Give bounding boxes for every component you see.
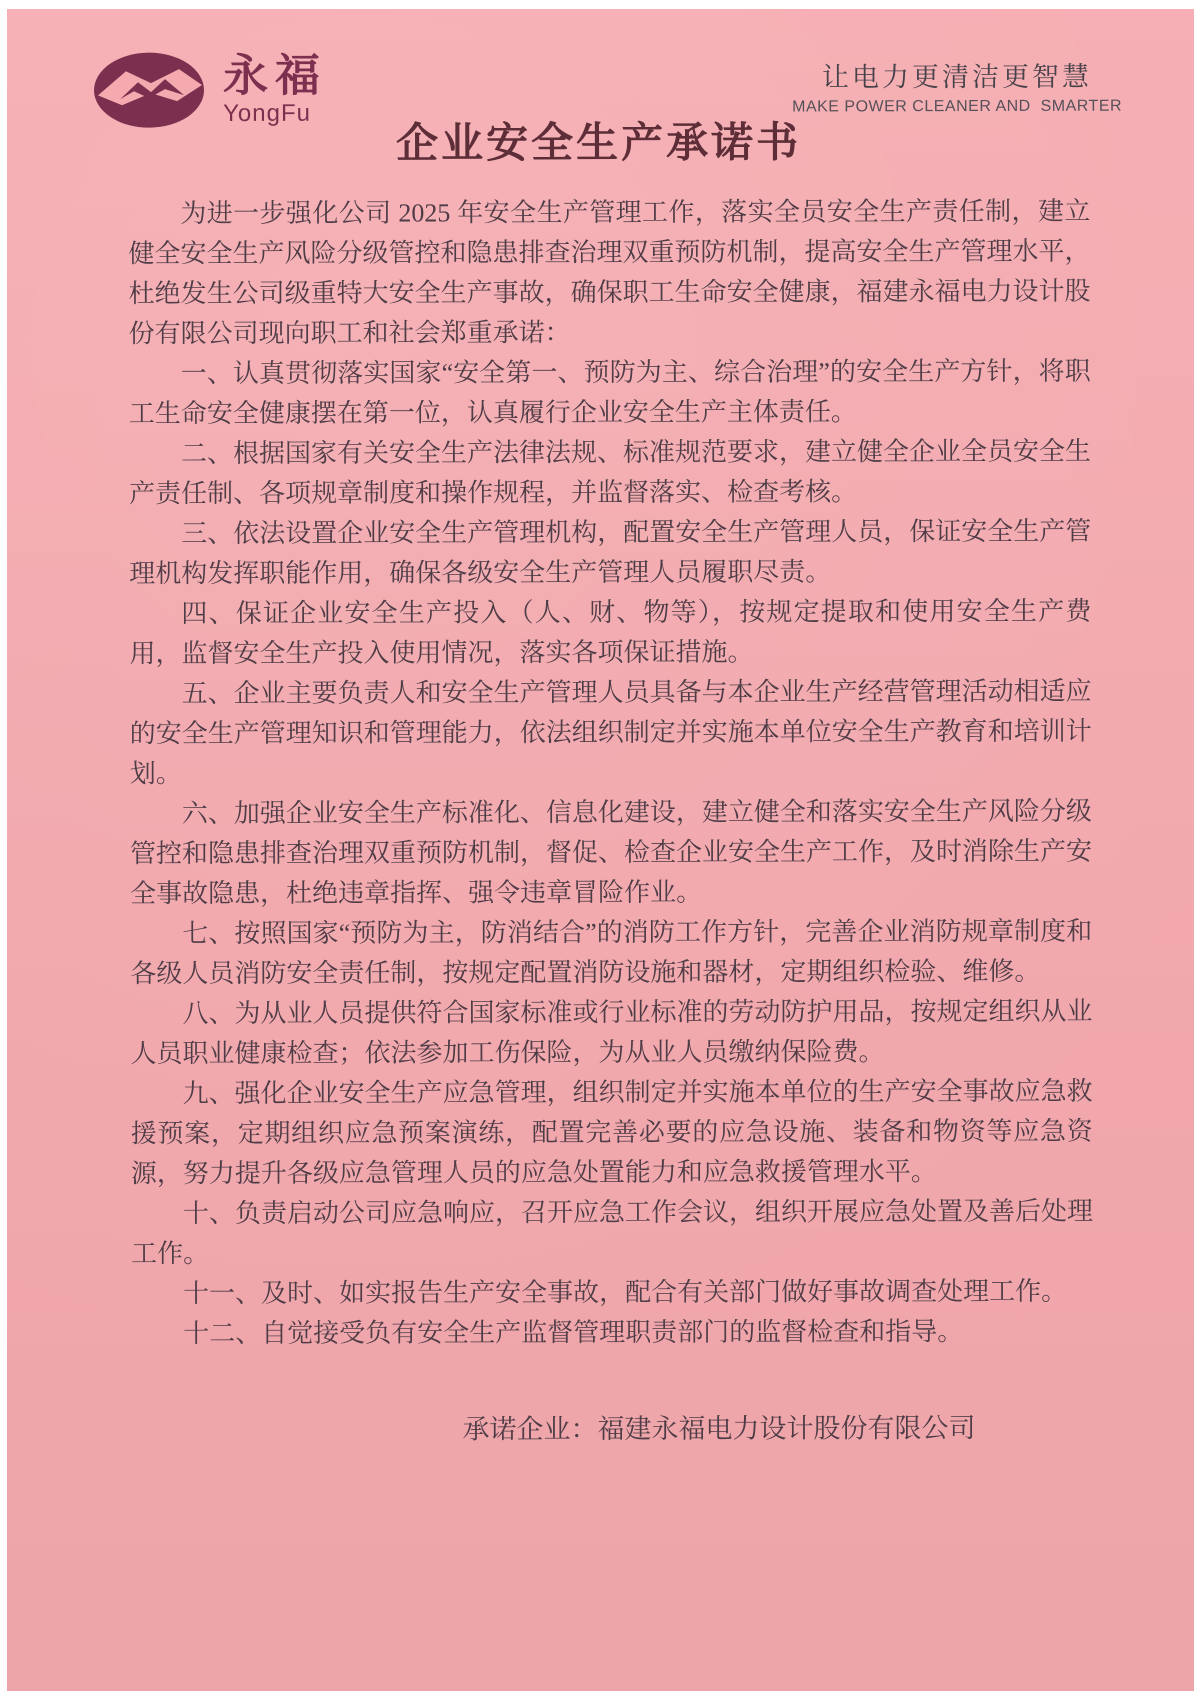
paragraph-item-11: 十一、及时、如实报告生产安全事故，配合有关部门做好事故调查处理工作。	[183, 1276, 1068, 1309]
pink-paper-sheet	[7, 9, 1194, 1691]
paragraph-item-4: 四、保证企业安全生产投入（人、财、物等），按规定提取和使用安全生产费用，监督安全生产投入使用情况，落实各项保证措施。	[129, 596, 1092, 669]
paragraph-item-6: 六、加强企业安全生产标准化、信息化建设，建立健全和落实安全生产风险分级管控和隐患排查治理双重预防机制，督促、检查企业安全生产工作，及时消除生产安全事故隐患，杜绝违章指挥、强令违章冒险作业。	[129, 796, 1093, 909]
logo-wordmark	[223, 50, 327, 127]
company-slogan	[792, 60, 1122, 117]
slogan-english: MAKE POWER CLEANER AND SMARTER	[792, 97, 1123, 116]
signature-line: 承诺企业：福建永福电力设计股份有限公司	[462, 1413, 976, 1445]
document-title: 企业安全生产承诺书	[396, 120, 802, 168]
paragraph-item-9: 九、强化企业安全生产应急管理，组织制定并实施本单位的生产安全事故应急救援预案，定期组织应急预案演练，配置完善必要的应急设施、装备和物资等应急资源，努力提升各级应急管理人员的应急处置能力和应急救援管理水平。	[130, 1076, 1093, 1189]
paragraph-item-8: 八、为从业人员提供符合国家标准或行业标准的劳动防护用品，按规定组织从业人员职业健康检查；依法参加工伤保险，为从业人员缴纳保险费。	[130, 996, 1093, 1069]
slogan-chinese: 让电力更清洁更智慧	[821, 61, 1093, 93]
paragraph-item-3: 三、依法设置企业安全生产管理机构，配置安全生产管理人员，保证安全生产管理机构发挥职能作用，确保各级安全生产管理人员履职尽责。	[129, 516, 1092, 589]
paragraph-item-1: 一、认真贯彻落实国家“安全第一、预防为主、综合治理”的安全生产方针，将职工生命安全健康摆在第一位，认真履行企业安全生产主体责任。	[128, 356, 1091, 429]
company-logo	[91, 50, 327, 131]
paragraph-item-5: 五、企业主要负责人和安全生产管理人员具备与本企业生产经营管理活动相适应的安全生产管理知识和管理能力，依法组织制定并实施本单位安全生产教育和培训计划。	[129, 676, 1092, 789]
paragraph-item-2: 二、根据国家有关安全生产法律法规、标准规范要求，建立健全企业全员安全生产责任制、各项规章制度和操作规程，并监督落实、检查考核。	[129, 436, 1092, 509]
yongfu-logo-icon	[91, 50, 207, 130]
paragraph-intro: 为进一步强化公司 2025 年安全生产管理工作，落实全员安全生产责任制，建立健全安全生产风险分级管控和隐患排查治理双重预防机制，提高安全生产管理水平，杜绝发生公司级重特大安全生产事故，确保职工生命安全健康，福建永福电力设计股份有限公司现向职工和社会郑重承诺：	[128, 196, 1091, 349]
paragraph-item-12: 十二、自觉接受负有安全生产监督管理职责部门的监督检查和指导。	[183, 1317, 964, 1349]
scan-content	[5, 7, 1196, 1692]
paragraph-item-7: 七、按照国家“预防为主，防消结合”的消防工作方针，完善企业消防规章制度和各级人员消防安全责任制，按规定配置消防设施和器材，定期组织检验、维修。	[130, 916, 1093, 989]
paragraph-item-10: 十、负责启动公司应急响应，召开应急工作会议，组织开展应急处置及善后处理工作。	[131, 1196, 1094, 1269]
logo-name-cn: 永福	[222, 49, 328, 101]
logo-name-en: YongFu	[223, 99, 311, 127]
document-body	[128, 192, 1093, 1355]
